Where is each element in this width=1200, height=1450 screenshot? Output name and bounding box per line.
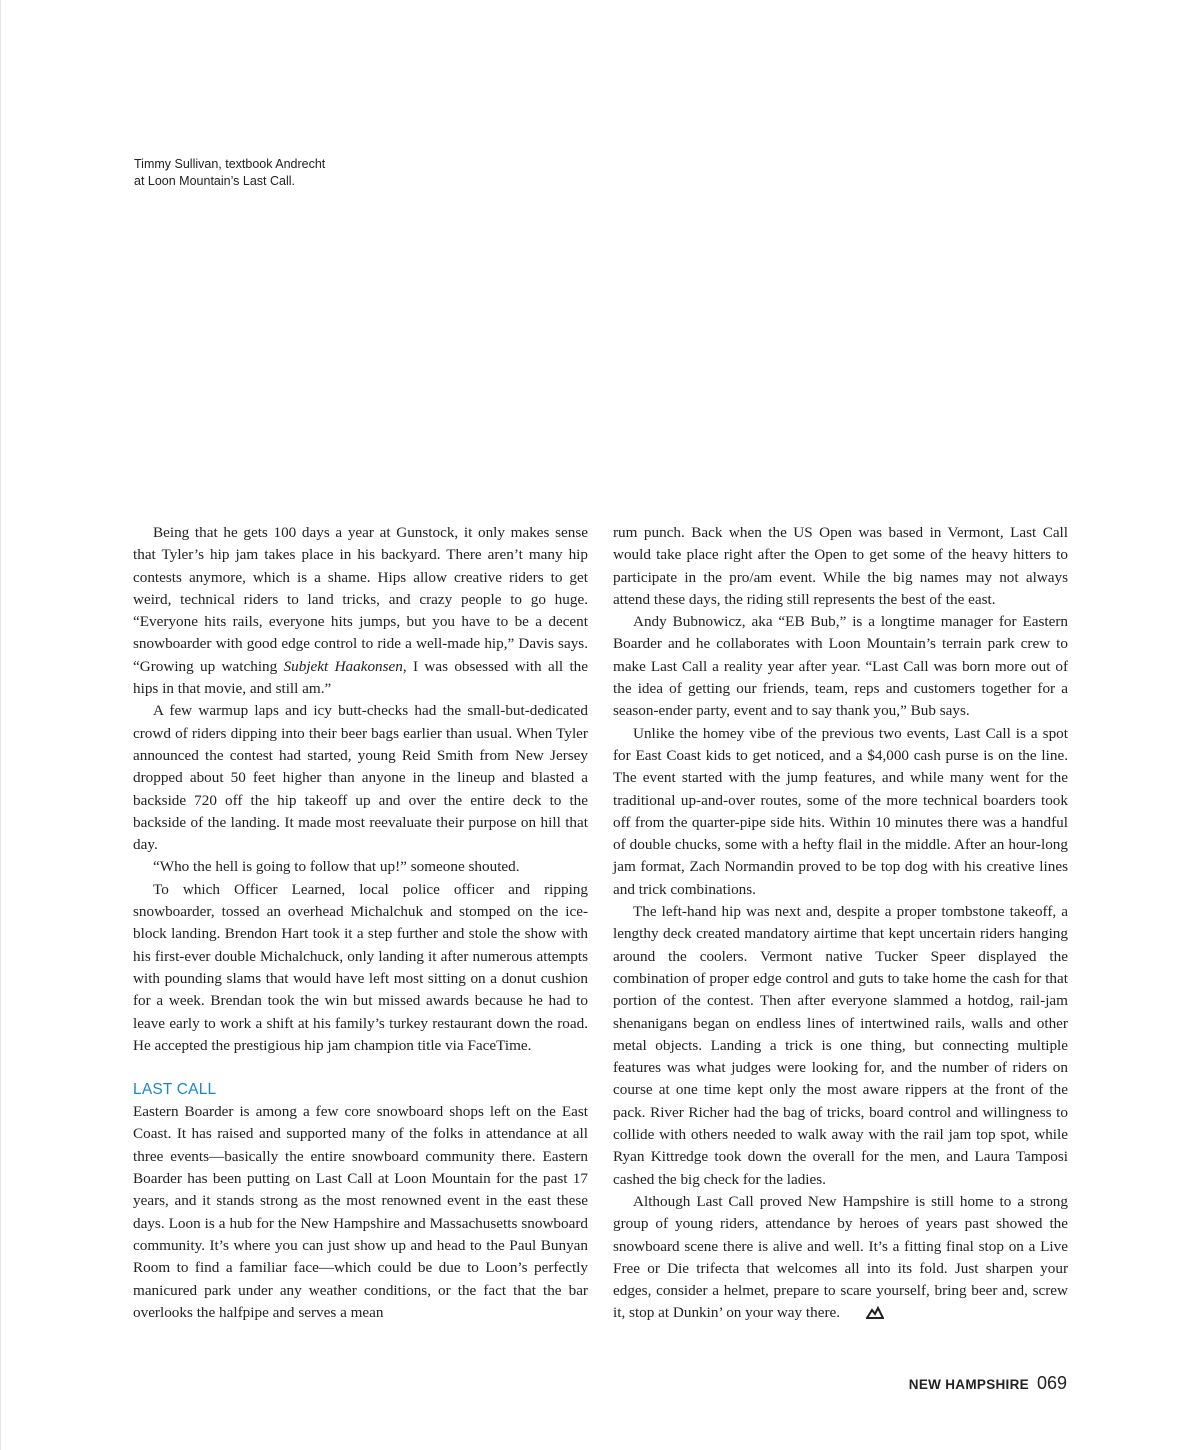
article-paragraph xyxy=(613,1191,1068,1327)
article-paragraph: A few warmup laps and icy butt-checks had the small-but-dedicated crowd of riders dipping into their beer bags earlier than usual. When Tyler announced the contest had started, young Reid Smith from New Jersey dropped about 50 feet higher than anyone in the lineup and blasted a backside 720 off the hip takeoff up and over the entire deck to the backside of the landing. It made most reevaluate their purpose on hill that day. xyxy=(133,702,588,854)
article-paragraph: Unlike the homey vibe of the previous two events, Last Call is a spot for East Coast kids to get noticed, and a $4,000 cash purse is on the line. The event started with the jump features, and while many went for the traditional up-and-over routes, some of the more technical boarders took off from the quarter-pipe side hits. Within 10 minutes there was a handful of double chucks, some with a hefty flail in the middle. After an hour-long jam format, Zach Normandin proved to be top dog with his creative lines and trick combinations. xyxy=(613,724,1068,898)
paragraph-text: Although Last Call proved New Hampshire is still home to a strong group of young riders, attendance by heroes of years past showed the snowboard scene there is alive and well. It’s a fitting final stop on a Live Free or Die trifecta that welcomes all into its fold. Just sharpen your edges, consider a helmet, prepare to scare yourself, bring beer and, screw it, stop at Dunkin’ on your way there. xyxy=(613,1192,1068,1322)
article-paragraph: Eastern Boarder is among a few core snowboard shops left on the East Coast. It has raised and supported many of the folks in attendance at all three events—basically the entire snowboard community there. Eastern Boarder has been putting on Last Call at Loon Mountain for the past 17 years, and it stands strong as the most renowned event in the east these days. Loon is a hub for the New Hampshire and Massachusetts snowboard community. It’s where you can just show up and head to the Paul Bunyan Room to find a familiar face—which could be due to Loon’s perfectly manicured park under any weather conditions, or the fact that the bar overlooks the halfpipe and serves a mean xyxy=(133,1103,588,1321)
article-paragraph: To which Officer Learned, local police officer and ripping snowboarder, tossed an overhead Michalchuk and stomped on the ice-block landing. Brendon Hart took it a step further and stole the show with his first-ever double Michalchuck, only landing it after numerous attempts with pounding slams that would have left most sitting on a donut cushion for a week. Brendan took the win but missed awards because he had to leave early to work a shift at his family’s turkey restaurant down the road. He accepted the prestigious hip jam champion title via FaceTime. xyxy=(133,880,588,1054)
page-edge xyxy=(0,0,1,1450)
article-paragraph: rum punch. Back when the US Open was based in Vermont, Last Call would take place right after the Open to get some of the heavy hitters to participate in the pro/am event. While the big names may not always attend these days, the riding still represents the best of the east. xyxy=(613,524,1068,608)
article-column-left xyxy=(133,522,588,1324)
article-paragraph: “Who the hell is going to follow that up!” someone shouted. xyxy=(153,858,520,876)
article-paragraph xyxy=(133,522,588,700)
article-paragraph: Andy Bubnowicz, aka “EB Bub,” is a longtime manager for Eastern Boarder and he collaborates with Loon Mountain’s terrain park crew to make Last Call a reality year after year. “Last Call was born more out of the idea of getting our friends, team, reps and customers together for a season-ender party, event and to say thank you,” Bub says. xyxy=(613,613,1068,720)
page-number: 069 xyxy=(1036,1372,1067,1393)
caption-line-1: Timmy Sullivan, textbook Andrecht xyxy=(134,157,326,171)
section-heading-last-call: LAST CALL xyxy=(133,1081,217,1099)
article-column-right xyxy=(613,522,1068,1327)
footer-section-name: NEW HAMPSHIRE xyxy=(908,1376,1029,1392)
paragraph-text: , I was obsessed with all the hips in that movie, and still am.” xyxy=(133,657,589,698)
film-title: Subjekt Haakonsen xyxy=(283,657,403,675)
photo-caption xyxy=(134,156,325,190)
paragraph-text: Being that he gets 100 days a year at Gunstock, it only makes sense that Tyler’s hip jam takes place in his backyard. There aren’t many hip contests anymore, which is a shame. Hips allow creative riders to get weird, technical riders to land tricks, and crazy people to go huge. “Everyone hits rails, everyone hits jumps, but you have to be a decent snowboarder with good edge control to ride a well-made hip,” Davis says. “Growing up watching xyxy=(133,524,588,675)
mountain-end-mark-icon xyxy=(846,1304,884,1326)
article-paragraph: The left-hand hip was next and, despite a proper tombstone takeoff, a lengthy deck created mandatory airtime that kept uncertain riders hanging around the coolers. Vermont native Tucker Speer displayed the combination of proper edge control and guts to take home the cash for that portion of the contest. Then after everyone slammed a hotdog, rail-jam shenanigans began on endless lines of intertwined rails, walls and other metal objects. Landing a trick is one thing, but connecting multiple features was what judges were looking for, and the number of riders on course at one time kept only the most aware rippers at the front of the pack. River Richer had the bag of tricks, board control and willingness to collide with others needed to walk away with the rail jam top spot, while Ryan Kittredge took down the overall for the men, and Laura Tamposi cashed the big check for the ladies. xyxy=(613,903,1068,1188)
page-footer xyxy=(909,1373,1067,1394)
caption-line-2: at Loon Mountain’s Last Call. xyxy=(134,174,295,188)
